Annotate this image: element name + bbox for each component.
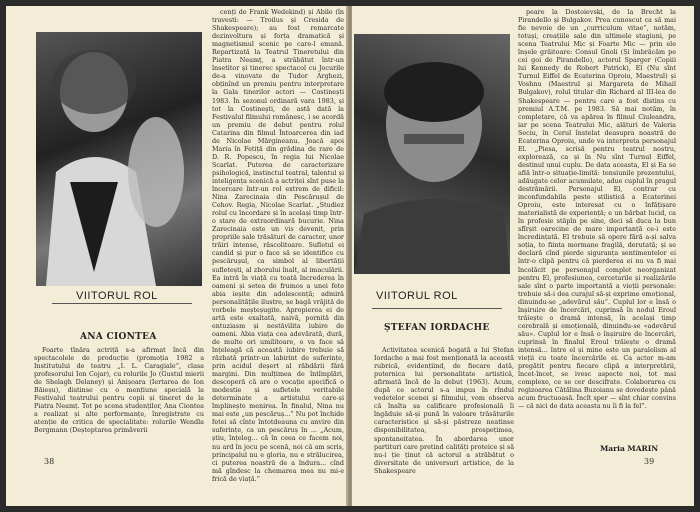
page-number-right: 39 [644, 457, 655, 466]
heading-rule-right [372, 308, 502, 309]
portrait-photo-ana-ciontea [36, 32, 202, 286]
heading-rule-left [52, 303, 192, 304]
photo-silhouette-left [36, 32, 202, 286]
author-signature: Maria MARIN [600, 444, 659, 453]
right-column-text-2 [518, 8, 676, 410]
right-col1-paragraph: Activitatea scenică bogată a lui Ștefan Iordache a mai fost menționată la această rubrică, evidențiind, de fiecare dată, puternica lui personalitate artistică, afirmată încă de la debut (1963). Acum, după ce actorul s-a impus în rîndul vedetelor scenei și filmului, vom observa că înalta sa calificare profesională îi îngăduie să-și pună în valoare trăsăturile caracteristice și să-și păstreze neatinse disponibilitatea, prospețimea, spontaneitatea. În abordarea unor partituri care pretind calități proteice și să nu-i ție ținut că actorul a străbătut o diversitate de universuri artistice, de la Shakespeare [374, 346, 514, 475]
portrait-photo-stefan-iordache [354, 34, 510, 274]
right-column-text-1 [374, 346, 514, 475]
page-number-left: 38 [44, 457, 55, 466]
right-page [352, 6, 694, 506]
viitorul-rol-heading-right: VIITORUL ROL [376, 290, 458, 302]
left-column-text-2 [212, 8, 344, 483]
left-col1-paragraph: Foarte tînăra actriță s-a afirmat încă din spectacolele de producție (promoția 1982 a Institutului de teatru „I. L. Caragiale”, clasa profesorului Ion Cojar), cu rolurile Jo (Gustul mierii de Shelagh Delaney) și Anișoara (Iertarea de Ion Băieșu), distinse cu o mențiune specială la Festivalul teatrului pentru copii și tineret de la Piatra Neamț. Tot pe scena studenților, Ana Ciontea a realizat și alte performanțe, înregistrate cu atenție de critica de specialitate: rolurile Wendla Bergmann (Deșteptarea primăverii [34, 346, 204, 435]
left-col2-paragraph: cenți de Frank Wedekind) și Abile (în travesti: — Troilus și Cresida de Shakespeare); au fost remarcate dezinvoltura și forța dramatică și magnetismul scenic pe care-l emană. Repartizată la Teatrul Tineretului din Piatra Neamț, a străbătut într-un însetitor și tinerec spectacol cu Jocurile de-a vinovate de Tudor Arghezi, obținînd un premiu pentru interpretare la Gala tinerilor actori — Costinești 1983. În sezonul ordinară vara 1983, și tot la Costinești, de astă dată la Festivalul filmului românesc, i se acordă un premiu de debut pentru rolul Catarina din filmul Întoarcerea din iad de Nicolae Mărgineanu. Joacă apoi Maria în Fetiță din grădina de rare de D. R. Popescu, în regia lui Nicolae Scarlat. Puterea de caracterizare psihologică, instinctul teatral, talentul și inteligența scenică a actriței sînt puse la încercare într-un rol extrem de dificil: Nina Zarecinaia din Pescărușul de Cehov. Regia, Nicolae Scarlat. „Studiez rolul cu încordare și în același timp într-o stare de extraordinară bucurie. Nina Zarecinaia este un vis devenit, prin propriile sale trăsături de caracter, unor trăiri intense, răscolitoare. Sufletul ei candid și pur o face să se identifice cu pescărușul, ca simbol al libertății sufletești, al zborului înalt, al imaculării. Ea intră în viață cu toată încrederea în oameni și setea de frumos a unei fete abia ieșite din adolescență; admiră personalitățile ilustre, se bagă vrăjită de vorbele meșteșugite. Apropierea ei de artă este exaltată, naivă, pornită din entuziasm și nestăvilita iubire de oameni. Abia viața cea adevărată, dură, de multe ori umilitoare, o va face să înțeleagă că această iubire trebuie să răzbată printr-un labirint de suferințe, prin acidul deșert al răbdării fără margini. Din mulțimea de întîmplări, descoperă că are o vocație specifică o modestie și sufletele veritabile determinate a artistului care-și împlinește menirea. În finalul, Nina nu mai este „un pescăruș...” Nu pot închide fetei să cînte întotdeauna cu anvire din suferințe, ca un pescăruș în ... „Acum, știu, înțeleg... că în ceea ce facem noi, nu ard în jocu pe scenă, noi că am scris, principalul nu e gloria, nu e strălucirea, ci puterea noastră de a îndura... cînd mă gîndesc la chemarea mea nu mi-e frică de viață.” [212, 8, 344, 483]
viitorul-rol-heading-left: VIITORUL ROL [76, 290, 158, 302]
actor-name-ana-ciontea: ANA CIONTEA [80, 332, 157, 342]
photo-silhouette-right [354, 34, 510, 274]
left-column-text-1 [34, 346, 204, 435]
actor-name-stefan-iordache: ȘTEFAN IORDACHE [384, 323, 490, 333]
right-col2-paragraph: peare la Dostoievski, de la Brecht la Pirandello și Bulgakov. Prea cunoscut ca să mai fie nevoie de un „curriculum vitae”, notăm, totuși, creațiile sale din ultimele stagiuni, pe scena Teatrului Mic și Foarte Mic — prin ele înșele grăitoare: Consul Gnoli (Și îmbrăcăm pe cei goi de Pirandello), actorul Sparger (Copiii lui Kennedy de Robert Patrick), El (Nu sînt Turnul Eiffel de Ecaterina Oproiu, Maestrul) și Voshnu (Maestrul și Margareta de Mihail Bulgakov), rolul titular din Richard al III-lea de Shakespeare — pentru care a fost distins cu premiul A.T.M. pe 1983. Să mai notăm, în completare, că va apărea în filmul Ciuleandra, iar pe scena Teatrului Mic, alături de Valeria Seciu, în Cerul înstelat deasupra noastră de Ecaterina Oproiu, unde va interpreta personajul El. „Piesa, scrisă pentru teatrul nostru, explorează, ca și în Nu sînt Turnul Eiffel, destinul unui cuplu. De data aceasta, El și Ea se află într-o situație-limită: tensiunile prezentului, adăugate celor acumulate, adue cuplul în pragul destrămării. Personajul El, contrar cu inconfundabila peste stilistică a Ecaterinei Oproiu, este interesat cu o înfățișare materialistă de experiență; e un bărbat lucid, ca în profesie stăpîn pe sine, deci să duca la bun sfîrșit oarecine de mare importanță ce-i este încredințată. El trebuie să opere fără a-și salva soția, to fiinta mormane fragilă, derutată; și se declară cînd pierde siguranța sentimentelor ei într-o clipă pentru că pierderea ei nu va fi mai încolăcit pe personajul complet neorganizat pentru El, profesiunea, cercetarile și realizările sale sînt o parte importantă a vieții personale: trebuie să-i dea curajul să-și exprime emoțional, dinuindu-se „adevărul său”. Cuplul lor e însă o înșiruire de încercări, cuprinsă în nodul Eroul trăiește o dramă intensă, în același timp cerebrală și emoțională, dinuindu-se «adevărul său». Cuplul lor e însă o înșiruire de încercări, cuprinsă în finalul Eroul trăiește o dramă intensă... între el și mine este un paralelism al vieții cu toate încercările ei. Ca actor m-am pregătit pentru fiecare clipă a interpretării, încet-încet, se ivesc aspecte noi, tot mai complexe, ce se cer descifrate. Colaborarea cu regizoarea Cătălina Buzoianu se dovedește până acum fructuoasă. Încît sper — sînt chiar convins — că nici de data aceasta nu îi fi la fel”. [518, 8, 676, 411]
left-page [6, 6, 348, 506]
